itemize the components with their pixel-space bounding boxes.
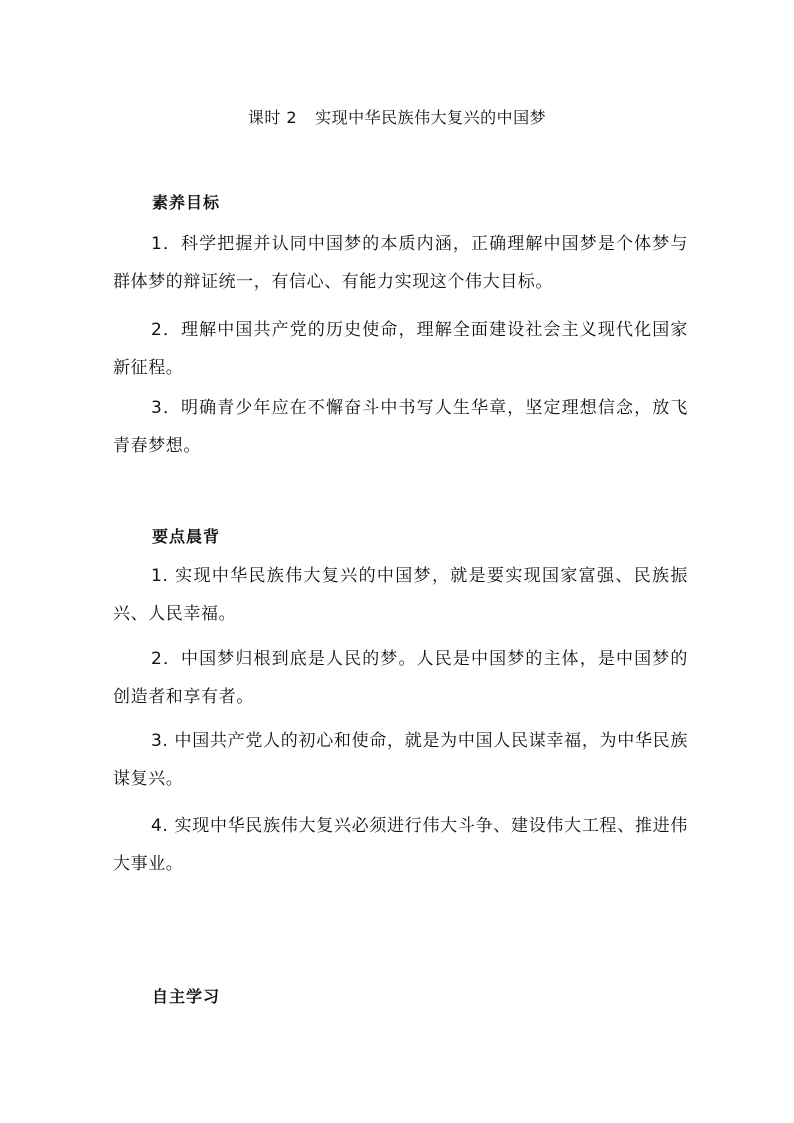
key-point-item-3: 3. 中国共产党人的初心和使命，就是为中国人民谋幸福，为中华民族谋复兴。	[113, 731, 688, 789]
section-heading-literacy-goals: 素养目标	[152, 193, 221, 212]
section-heading-key-points: 要点晨背	[152, 527, 221, 546]
page-title	[0, 105, 794, 128]
key-point-item-4: 4. 实现中华民族伟大复兴必须进行伟大斗争、建设伟大工程、推进伟大事业。	[113, 816, 688, 874]
goal-item-1: 1．科学把握并认同中国梦的本质内涵，正确理解中国梦是个体梦与群体梦的辩证统一，有信心、有能力实现这个伟大目标。	[113, 234, 688, 292]
goal-item-3: 3．明确青少年应在不懈奋斗中书写人生华章，坚定理想信念，放飞青春梦想。	[113, 398, 688, 456]
lesson-number: 课时 2	[247, 108, 298, 127]
key-point-item-1: 1. 实现中华民族伟大复兴的中国梦，就是要实现国家富强、民族振兴、人民幸福。	[113, 566, 688, 624]
section-heading-self-study: 自主学习	[152, 987, 221, 1006]
lesson-title: 实现中华民族伟大复兴的中国梦	[315, 108, 547, 127]
key-point-item-2: 2．中国梦归根到底是人民的梦。人民是中国梦的主体，是中国梦的创造者和享有者。	[113, 649, 688, 707]
goal-item-2: 2．理解中国共产党的历史使命，理解全面建设社会主义现代化国家新征程。	[113, 320, 688, 378]
